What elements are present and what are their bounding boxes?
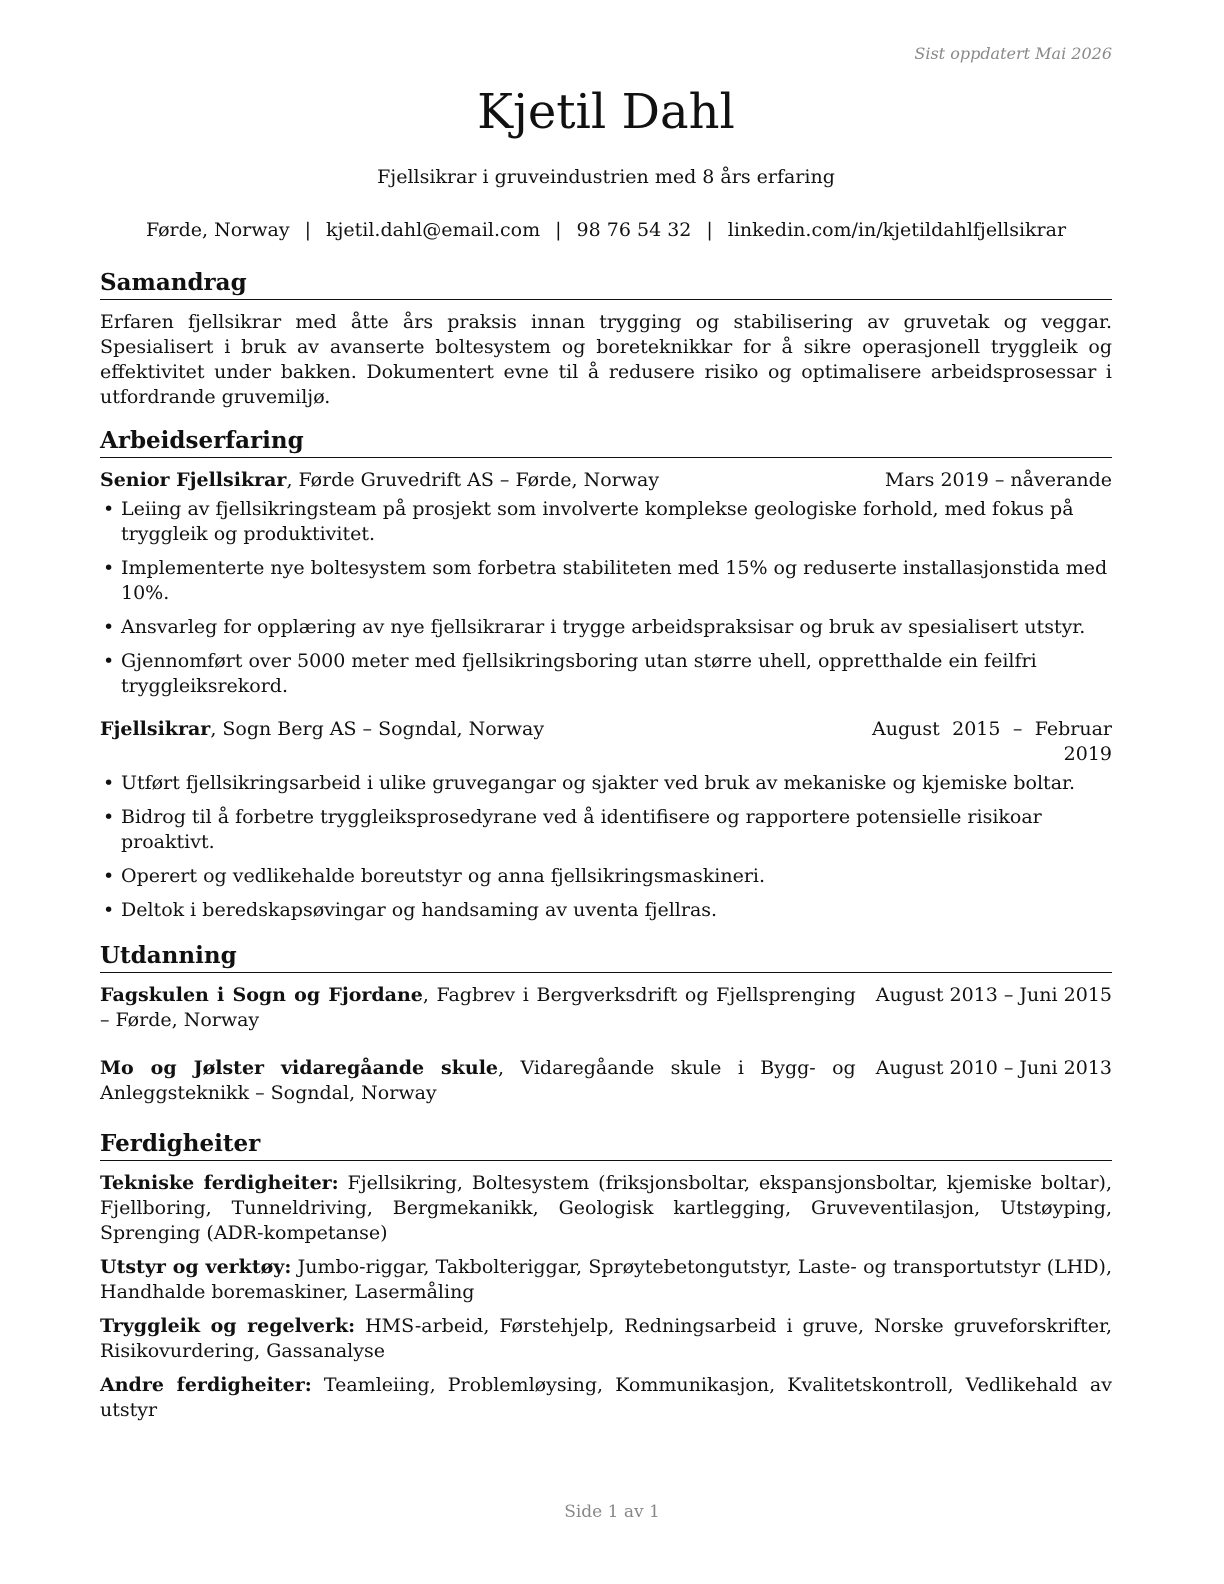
education-dates: August 2010 – Juni 2013 xyxy=(875,1057,1112,1079)
job-header xyxy=(100,468,1112,493)
skill-text: HMS-arbeid, Førstehjelp, Redningsarbeid i gruve, Norske gruveforskrifter, Risikovurdering, Gassanalyse xyxy=(100,1315,1112,1362)
contact-location: Førde, Norway xyxy=(145,219,290,241)
job-header xyxy=(100,717,1112,767)
skill-row xyxy=(100,1255,1112,1305)
section-heading-skills: Ferdigheiter xyxy=(100,1129,1112,1161)
education-dates: August 2013 – Juni 2015 xyxy=(875,984,1112,1006)
school-name: Mo og Jølster vidaregåande skule xyxy=(100,1057,499,1079)
section-heading-summary: Samandrag xyxy=(100,268,1112,300)
job-dates: Mars 2019 – nåverande xyxy=(884,469,1112,491)
list-item: • Implementerte nye boltesystem som forbetra stabiliteten med 15% og reduserte installasjonstida med 10%. xyxy=(100,556,1112,606)
degree-details: , Fagbrev i Bergverksdrift og Fjellsprenging – Førde, Norway xyxy=(100,984,856,1031)
education-entry xyxy=(100,1056,1112,1106)
job-entry xyxy=(100,717,1112,923)
job-employer: , Sogn Berg AS – Sogndal, Norway xyxy=(210,718,545,740)
section-heading-experience: Arbeidserfaring xyxy=(100,426,1112,458)
education-section xyxy=(100,941,1112,1106)
skill-label: Tryggleik og regelverk: xyxy=(100,1315,356,1337)
contact-phone[interactable]: 98 76 54 32 xyxy=(576,219,692,241)
last-updated: Sist oppdatert Mai 2026 xyxy=(914,44,1112,63)
contact-separator: | xyxy=(555,219,562,241)
skill-label: Andre ferdigheiter: xyxy=(100,1374,312,1396)
job-employer: , Førde Gruvedrift AS – Førde, Norway xyxy=(286,469,660,491)
degree-details: , Vidaregåande skule i Bygg- og Anleggsteknikk – Sogndal, Norway xyxy=(100,1057,856,1104)
skill-row xyxy=(100,1171,1112,1246)
candidate-name: Kjetil Dahl xyxy=(477,84,735,140)
tagline: Fjellsikrar i gruveindustrien med 8 års erfaring xyxy=(377,166,835,188)
skill-text: Fjellsikring, Boltesystem (friksjonsboltar, ekspansjonsboltar, kjemiske boltar), Fjellboring, Tunneldriving, Bergmekanikk, Geologisk kartlegging, Gruveventilasjon, Utstøyping, Sprenging (ADR-kompetanse) xyxy=(100,1172,1112,1244)
job-bullets xyxy=(100,771,1112,923)
contact-separator: | xyxy=(304,219,311,241)
skill-row xyxy=(100,1373,1112,1423)
skills-section xyxy=(100,1129,1112,1423)
contact-line xyxy=(100,219,1112,241)
education-entry xyxy=(100,983,1112,1033)
list-item: • Utført fjellsikringsarbeid i ulike gruvegangar og sjakter ved bruk av mekaniske og kjemiske boltar. xyxy=(100,771,1112,796)
job-dates: August 2015 – Februar 2019 xyxy=(872,718,1112,765)
list-item: • Bidrog til å forbetre tryggleiksprosedyrane ved å identifisere og rapportere potensielle risikoar proaktivt. xyxy=(100,805,1112,855)
contact-separator: | xyxy=(706,219,713,241)
summary-text: Erfaren fjellsikrar med åtte års praksis innan trygging og stabilisering av gruvetak og veggar. Spesialisert i bruk av avanserte boltesystem og boreteknikkar for å sikre operasjonell tryggleik og effektivitet under bakken. Dokumentert evne til å redusere risiko og optimalisere arbeidsprosessar i utfordrande gruvemiljø. xyxy=(100,311,1112,408)
list-item: • Deltok i beredskapsøvingar og handsaming av uventa fjellras. xyxy=(100,898,1112,923)
experience-section xyxy=(100,426,1112,923)
summary-section xyxy=(100,268,1112,410)
school-name: Fagskulen i Sogn og Fjordane xyxy=(100,984,423,1006)
section-heading-education: Utdanning xyxy=(100,941,1112,973)
resume-content xyxy=(100,268,1112,1432)
list-item: • Ansvarleg for opplæring av nye fjellsikrarar i trygge arbeidspraksisar og bruk av spesialisert utstyr. xyxy=(100,615,1112,640)
contact-email[interactable]: kjetil.dahl@email.com xyxy=(325,219,541,241)
skill-row xyxy=(100,1314,1112,1364)
skill-label: Tekniske ferdigheiter: xyxy=(100,1172,339,1194)
list-item: • Gjennomført over 5000 meter med fjellsikringsboring utan større uhell, oppretthalde ein feilfri tryggleiksrekord. xyxy=(100,649,1112,699)
skill-text: Teamleiing, Problemløysing, Kommunikasjon, Kvalitetskontroll, Vedlikehald av utstyr xyxy=(100,1374,1112,1421)
list-item: • Operert og vedlikehalde boreutstyr og anna fjellsikringsmaskineri. xyxy=(100,864,1112,889)
job-bullets xyxy=(100,497,1112,699)
skill-label: Utstyr og verktøy: xyxy=(100,1256,292,1278)
contact-linkedin[interactable]: linkedin.com/in/kjetildahlfjellsikrar xyxy=(727,219,1067,241)
job-title: Fjellsikrar xyxy=(100,718,211,740)
job-entry xyxy=(100,468,1112,699)
page-number: Side 1 av 1 xyxy=(564,1502,660,1522)
list-item: • Leiing av fjellsikringsteam på prosjekt som involverte komplekse geologiske forhold, med fokus på tryggleik og produktivitet. xyxy=(100,497,1112,547)
skill-text: Jumbo-riggar, Takbolteriggar, Sprøytebetongutstyr, Laste- og transportutstyr (LHD), Handhalde boremaskiner, Lasermåling xyxy=(100,1256,1112,1303)
job-title: Senior Fjellsikrar xyxy=(100,469,287,491)
